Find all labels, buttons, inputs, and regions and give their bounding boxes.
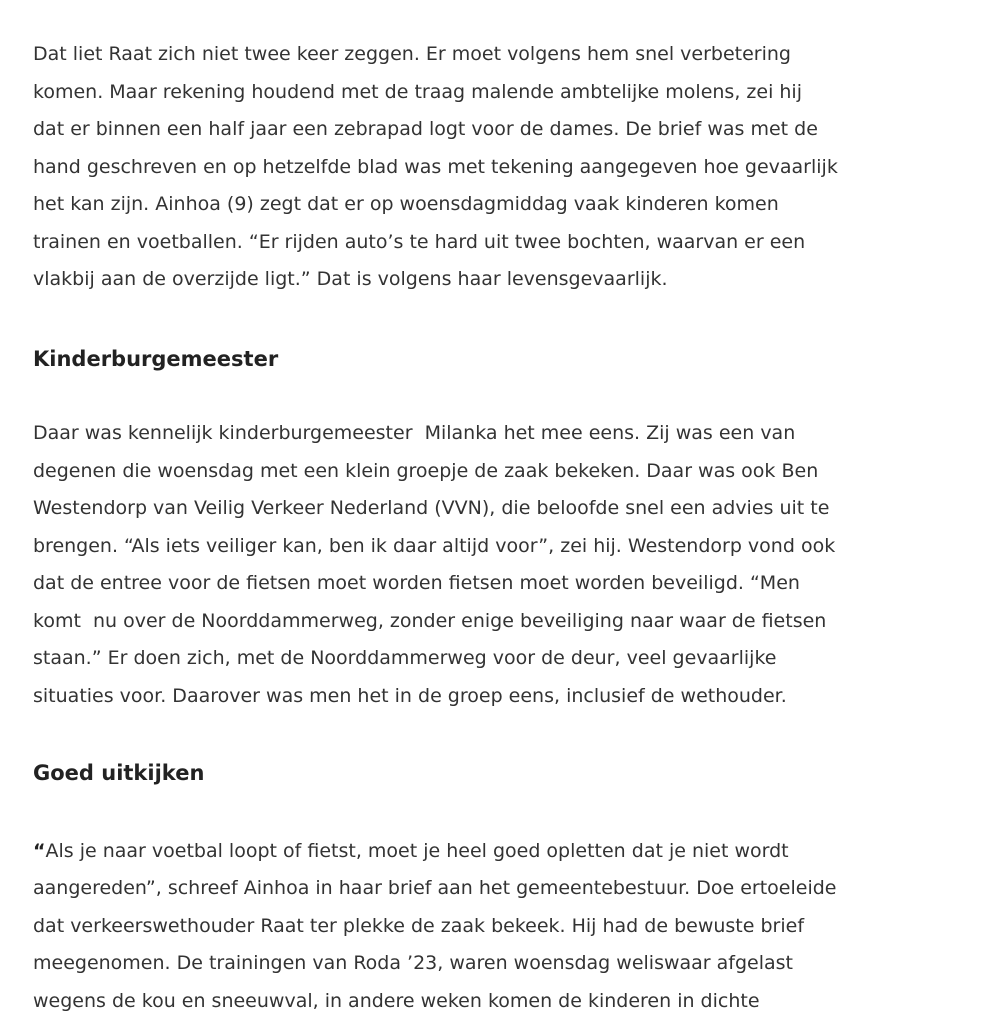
- intro-paragraph: [33, 36, 990, 299]
- text-line: vlakbij aan de overzijde ligt.” Dat is volgens haar levensgevaarlijk.: [33, 261, 990, 299]
- text-line: dat verkeerswethouder Raat ter plekke de zaak bekeek. Hij had de bewuste brief: [33, 908, 990, 946]
- text-line: dat de entree voor de fietsen moet worden fietsen moet worden beveiligd. “Men: [33, 565, 990, 603]
- text-line: hand geschreven en op hetzelfde blad was met tekening aangegeven hoe gevaarlijk: [33, 149, 990, 187]
- text-line-rest: Als je naar voetbal loopt of fietst, moet je heel goed opletten dat je niet wordt: [46, 840, 789, 862]
- text-line: situaties voor. Daarover was men het in de groep eens, inclusief de wethouder.: [33, 678, 990, 716]
- section-heading-goed-uitkijken: Goed uitkijken: [33, 755, 990, 793]
- text-line: aangereden”, schreef Ainhoa in haar brief aan het gemeentebestuur. Doe ertoeleide: [33, 870, 990, 908]
- text-line: degenen die woensdag met een klein groepje de zaak bekeken. Daar was ook Ben: [33, 453, 990, 491]
- section-heading-kinderburgemeester: Kinderburgemeester: [33, 341, 990, 379]
- section2-paragraph: [33, 833, 990, 1020]
- bold-quote-mark: “: [33, 840, 46, 862]
- text-line: Dat liet Raat zich niet twee keer zeggen. Er moet volgens hem snel verbetering: [33, 36, 990, 74]
- text-line: meegenomen. De trainingen van Roda ’23, waren woensdag weliswaar afgelast: [33, 945, 990, 983]
- text-line: staan.” Er doen zich, met de Noorddammerweg voor de deur, veel gevaarlijke: [33, 640, 990, 678]
- text-line: Westendorp van Veilig Verkeer Nederland (VVN), die beloofde snel een advies uit te: [33, 490, 990, 528]
- text-line: komt nu over de Noorddammerweg, zonder enige beveiliging naar waar de fietsen: [33, 603, 990, 641]
- text-line: [33, 833, 990, 871]
- text-line: trainen en voetballen. “Er rijden auto’s te hard uit twee bochten, waarvan er een: [33, 224, 990, 262]
- section1-paragraph: [33, 415, 990, 715]
- text-line: wegens de kou en sneeuwval, in andere weken komen de kinderen in dichte: [33, 983, 990, 1020]
- text-line: brengen. “Als iets veiliger kan, ben ik daar altijd voor”, zei hij. Westendorp vond ook: [33, 528, 990, 566]
- text-line: dat er binnen een half jaar een zebrapad logt voor de dames. De brief was met de: [33, 111, 990, 149]
- text-line: Daar was kennelijk kinderburgemeester Milanka het mee eens. Zij was een van: [33, 415, 990, 453]
- text-line: komen. Maar rekening houdend met de traag malende ambtelijke molens, zei hij: [33, 74, 990, 112]
- text-line: het kan zijn. Ainhoa (9) zegt dat er op woensdagmiddag vaak kinderen komen: [33, 186, 990, 224]
